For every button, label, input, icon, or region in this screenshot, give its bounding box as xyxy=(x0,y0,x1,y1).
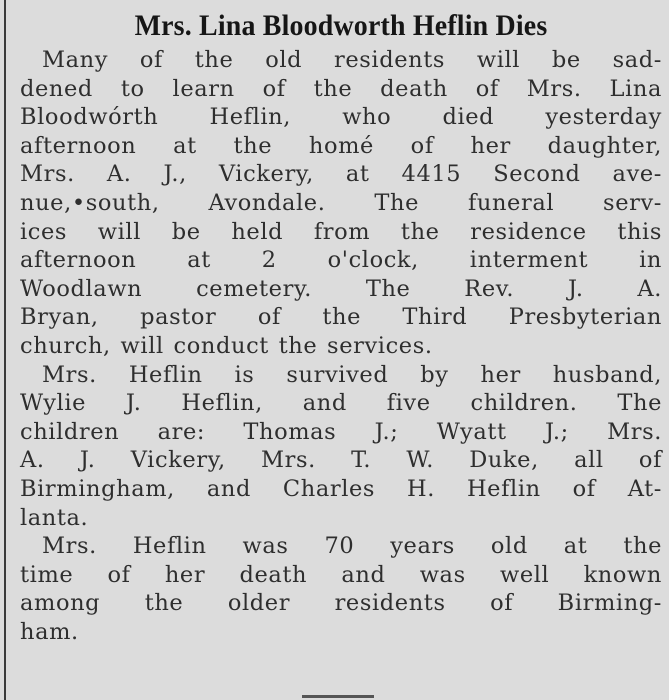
text-line: children are: Thomas J.; Wyatt J.; Mrs. xyxy=(20,418,662,445)
text-line: ices will be held from the residence this xyxy=(20,218,662,245)
text-line: Many of the old residents will be sad- xyxy=(42,47,662,73)
paragraph-1 xyxy=(20,46,662,361)
text-line: afternoon at the homé of her daughter, xyxy=(20,132,662,159)
text-line: Bloodwórth Heflin, who died yesterday xyxy=(20,104,662,131)
text-line: Woodlawn cemetery. The Rev. J. A. xyxy=(20,275,662,302)
text-line: church, will conduct the services. xyxy=(20,332,433,359)
headline: Mrs. Lina Bloodworth Heflin Dies xyxy=(134,9,548,42)
text-line: A. J. Vickery, Mrs. T. W. Duke, all of xyxy=(20,447,662,474)
obituary-article xyxy=(20,6,662,646)
text-line: time of her death and was well known xyxy=(20,561,662,588)
text-line: Mrs. Heflin is survived by her husband, xyxy=(42,361,662,388)
text-line: lanta. xyxy=(20,504,89,531)
text-line: Wylie J. Heflin, and five children. The xyxy=(20,390,662,417)
text-line: Mrs. A. J., Vickery, at 4415 Second ave- xyxy=(20,161,662,188)
text-line: Mrs. Heflin was 70 years old at the xyxy=(42,533,662,560)
section-divider xyxy=(302,695,374,698)
text-line: dened to learn of the death of Mrs. Lina xyxy=(20,75,662,102)
text-line: ham. xyxy=(20,618,79,645)
text-line: among the older residents of Birming- xyxy=(20,590,662,617)
paragraph-2 xyxy=(20,361,662,533)
text-line: afternoon at 2 o'clock, interment in xyxy=(20,247,662,274)
text-line: nue,•south, Avondale. The funeral serv- xyxy=(20,189,662,216)
column-rule xyxy=(4,0,6,700)
text-line: Bryan, pastor of the Third Presbyterian xyxy=(20,304,662,331)
text-line: Birmingham, and Charles H. Heflin of At- xyxy=(20,475,662,502)
paragraph-3 xyxy=(20,532,662,646)
